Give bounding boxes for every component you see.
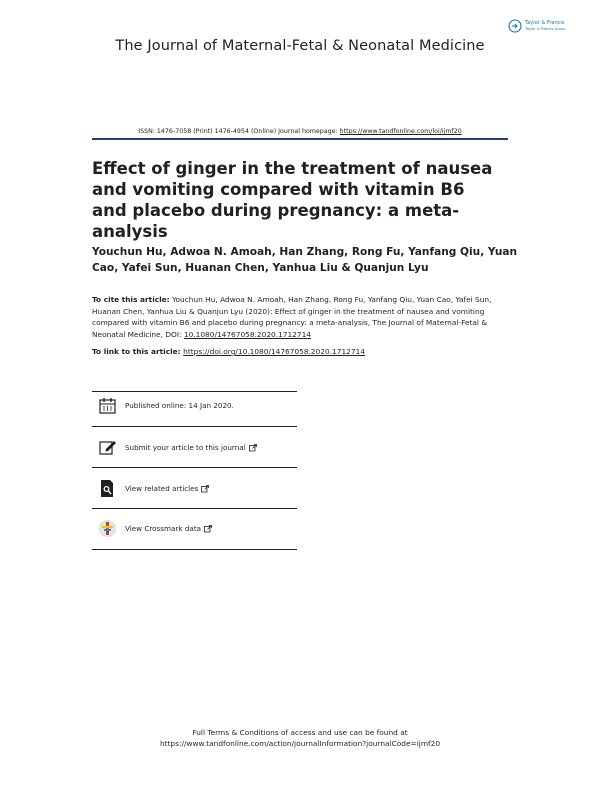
submit-article-label: Submit your article to this journal [125, 442, 246, 452]
issn-line [0, 128, 600, 135]
article-authors: Youchun Hu, Adwoa N. Amoah, Han Zhang, Rong Fu, Yanfang Qiu, Yuan Cao, Yafei Sun, Huanan Chen, Yanhua Liu & Quanjun Lyu [92, 246, 518, 274]
citation-doi-link[interactable]: 10.1080/14767058.2020.1712714 [183, 329, 311, 339]
issn-text: ISSN: 1476-7058 (Print) 1476-4954 (Online) Journal homepage: [138, 128, 340, 135]
related-articles-label: View related articles [125, 483, 199, 493]
journal-homepage-link[interactable]: https://www.tandfonline.com/loi/ijmf20 [339, 128, 462, 135]
external-link-icon [204, 525, 212, 533]
submit-article-link[interactable] [98, 435, 298, 459]
info-divider [92, 391, 297, 392]
info-divider [92, 549, 297, 550]
footer-terms-text: Full Terms & Conditions of access and use can be found at [192, 728, 408, 737]
published-online-row [98, 393, 298, 417]
crossmark-icon [98, 519, 117, 538]
footer [0, 727, 600, 749]
external-link-icon [201, 485, 209, 493]
publisher-logo-name: Taylor & Francis [525, 20, 565, 26]
publisher-logo [508, 15, 586, 37]
publisher-logo-group: Taylor & Francis Group [525, 27, 566, 31]
info-divider [92, 508, 297, 509]
header-divider [92, 138, 508, 140]
related-articles-link[interactable] [98, 476, 298, 500]
calendar-icon [98, 396, 117, 415]
info-divider [92, 426, 297, 427]
article-link-label: To link to this article: [92, 347, 184, 356]
crossmark-link[interactable] [98, 516, 298, 540]
edit-icon [98, 438, 117, 457]
crossmark-label: View Crossmark data [125, 523, 202, 533]
article-title: Effect of ginger in the treatment of nausea and vomiting compared with vitamin B6 and placebo during pregnancy: a meta-analysis [92, 159, 493, 241]
external-link-icon [249, 444, 257, 452]
journal-title: The Journal of Maternal-Fetal & Neonatal Medicine [115, 38, 485, 54]
related-articles-icon [98, 479, 117, 498]
published-online-label: Published online: 14 Jan 2020. [125, 400, 234, 410]
citation-text: Youchun Hu, Adwoa N. Amoah, Han Zhang, Rong Fu, Yanfang Qiu, Yuan Cao, Yafei Sun, Huanan Chen, Yanhua Liu & Quanjun Lyu (2020): Effect of ginger in the treatment of nausea and vomiting compared with vitamin B6 and placebo during pregnancy: a meta-analysis, The Journal of Maternal-Fetal & Neonatal Medicine, DOI: [92, 295, 492, 339]
publisher-logo-icon [508, 19, 522, 33]
info-divider [92, 467, 297, 468]
article-doi-url[interactable]: https://doi.org/10.1080/14767058.2020.1712714 [183, 347, 365, 356]
footer-journal-info-url[interactable]: https://www.tandfonline.com/action/journalInformation?journalCode=ijmf20 [159, 739, 441, 748]
article-link-line [92, 346, 507, 358]
citation-label: To cite this article: [92, 295, 170, 304]
citation-block [92, 294, 507, 340]
